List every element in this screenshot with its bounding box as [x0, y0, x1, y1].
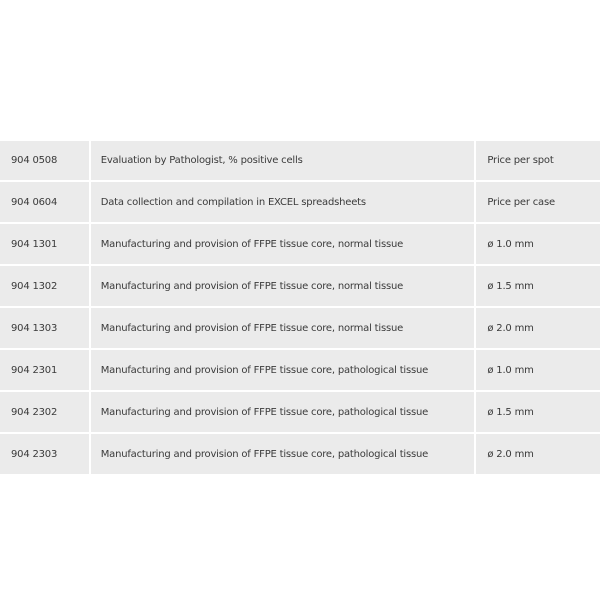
- item-price-unit: Price per spot: [476, 141, 600, 180]
- table-row: [0, 222, 600, 264]
- price-table: [0, 141, 600, 474]
- table-row: [0, 432, 600, 474]
- item-description: Manufacturing and provision of FFPE tissue core, normal tissue: [91, 266, 475, 306]
- item-code: 904 2301: [0, 350, 89, 390]
- table-row: [0, 390, 600, 432]
- item-price-unit: Price per case: [476, 182, 600, 222]
- item-code: 904 0508: [0, 141, 89, 180]
- item-description: Manufacturing and provision of FFPE tissue core, normal tissue: [91, 308, 475, 348]
- item-price-unit: ø 1.0 mm: [476, 350, 600, 390]
- item-code: 904 2302: [0, 392, 89, 432]
- table-row: [0, 141, 600, 180]
- item-code: 904 1302: [0, 266, 89, 306]
- table-row: [0, 180, 600, 222]
- item-description: Manufacturing and provision of FFPE tissue core, pathological tissue: [91, 434, 475, 474]
- table-row: [0, 264, 600, 306]
- item-description: Manufacturing and provision of FFPE tissue core, normal tissue: [91, 224, 475, 264]
- item-description: Manufacturing and provision of FFPE tissue core, pathological tissue: [91, 392, 475, 432]
- item-description: Manufacturing and provision of FFPE tissue core, pathological tissue: [91, 350, 475, 390]
- item-code: 904 1301: [0, 224, 89, 264]
- table-row: [0, 306, 600, 348]
- table-row: [0, 348, 600, 390]
- item-code: 904 0604: [0, 182, 89, 222]
- item-price-unit: ø 1.0 mm: [476, 224, 600, 264]
- item-price-unit: ø 1.5 mm: [476, 266, 600, 306]
- item-price-unit: ø 2.0 mm: [476, 434, 600, 474]
- item-description: Data collection and compilation in EXCEL spreadsheets: [91, 182, 475, 222]
- item-code: 904 1303: [0, 308, 89, 348]
- item-price-unit: ø 1.5 mm: [476, 392, 600, 432]
- item-code: 904 2303: [0, 434, 89, 474]
- item-price-unit: ø 2.0 mm: [476, 308, 600, 348]
- item-description: Evaluation by Pathologist, % positive cells: [91, 141, 475, 180]
